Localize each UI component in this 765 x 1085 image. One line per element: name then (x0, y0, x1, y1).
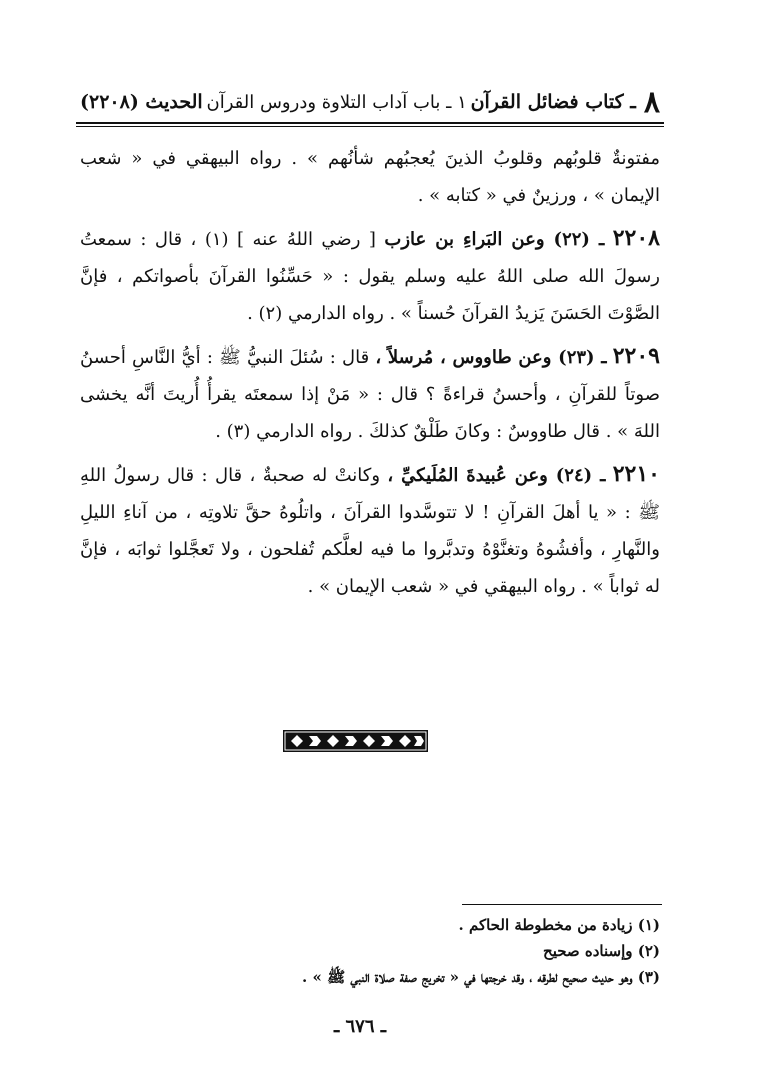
chapter-number: ٨ (643, 84, 660, 120)
hadith-number: ٢٢٠٩ (612, 343, 660, 369)
paragraph-continuation (80, 140, 660, 214)
hadith-narrator: ـ (٢٣) وعن طاووس ، مُرسلاً ، (375, 347, 607, 368)
hadith-text: وكانتْ له صحبةٌ ، قال : قال رسولُ اللهِ ﷺ : « يا أهلَ القرآنِ ! لا تتوسَّدوا القرآنَ ، واتلُوهُ حقَّ تلاوتِه ، من آناءِ الليلِ والنَّهارِ ، وأفشُوهُ وتغنَّوْهُ وتدبَّروا ما فيه لعلَّكم تُفلحون ، ولا تَعجَّلوا ثوابَه ، فإنَّ له ثواباً » . رواه البيهقي في « شعب الإيمان » . (80, 465, 660, 597)
footnote-2: (٢) وإسناده صحيح (543, 942, 660, 960)
hadith-2210 (80, 456, 660, 605)
hadith-2208 (80, 220, 660, 332)
header-rule-thick (76, 122, 664, 124)
section-title: ١ ـ باب آداب التلاوة ودروس القرآن (206, 91, 467, 113)
footnotes (80, 912, 660, 990)
hadith-narrator: ـ (٢٤) وعن عُبيدةَ المُلَيكيِّ ، (387, 465, 606, 486)
hadith-2209 (80, 338, 660, 450)
footnote-separator (462, 904, 662, 905)
hadith-narrator: ـ (٢٢) وعن البَراءِ بن عازب (384, 229, 605, 250)
ornament-divider-icon (283, 730, 428, 752)
paragraph-text: مفتونةٌ قلوبُهم وقلوبُ الذينَ يُعجبُهم شأنُهم » . رواه البيهقي في « شعب الإيمان » ، ورزينٌ في « كتابه » . (80, 148, 660, 206)
running-header (80, 84, 660, 120)
footnote-3: (٣) وهو حديث صحيح لطرقه ، وقد خرجتها في « تخريج صفة صلاة النبي ﷺ » . (302, 968, 660, 986)
header-rule-thin (76, 126, 664, 127)
hadith-reference: الحديث (٢٢٠٨) (80, 91, 203, 113)
hadith-text: [ رضي اللهُ عنه ] (١) ، قال : سمعتُ رسولَ الله صلى اللهُ عليه وسلم يقول : « حَسِّنُوا القرآنَ بأصواتكم ، فإنَّ الصَّوْتَ الحَسَنَ يَزيدُ القرآنَ حُسناً » . رواه الدارمي (٢) . (80, 229, 660, 324)
main-text (80, 140, 660, 605)
book-title: ـ كتاب فضائل القرآن (470, 91, 636, 113)
page-number: ـ ٦٧٦ ـ (333, 1016, 387, 1037)
hadith-number: ٢٢٠٨ (612, 225, 660, 251)
header-right (471, 85, 660, 120)
hadith-text: قال : سُئلَ النبيُّ ﷺ : أيُّ النَّاسِ أحسنُ صوتاً للقرآنِ ، وأحسنُ قراءةً ؟ قال : « مَنْ إذا سمعتَه يقرأُ أُريتَ أنَّه يخشى اللهَ » . قال طاووسٌ : وكانَ طَلْقٌ كذلكَ . رواه الدارمي (٣) . (80, 347, 660, 442)
footnote-1: (١) زيادة من مخطوطة الحاكم . (458, 916, 660, 934)
hadith-number: ٢٢١٠ (612, 461, 660, 487)
